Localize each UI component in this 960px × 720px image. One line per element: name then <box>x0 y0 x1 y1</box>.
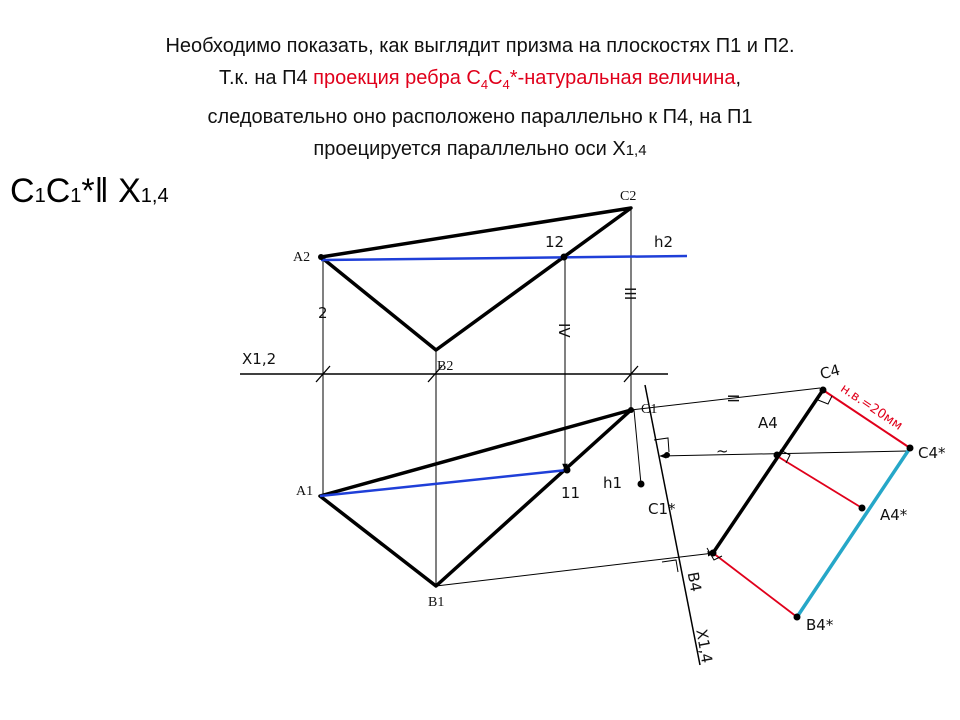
heading-highlight-sub1: 4 <box>480 77 489 92</box>
label-a4star: A4* <box>880 506 908 524</box>
label-c1: C1 <box>641 402 658 417</box>
axis-x14 <box>645 385 700 665</box>
label-11: 11 <box>561 484 581 502</box>
label-3: III <box>621 287 639 301</box>
formula-rest: *ǁ X <box>81 172 141 210</box>
heading-highlight-c: *-натуральная величина <box>509 67 736 89</box>
heading-line-2-end: , <box>735 67 742 89</box>
formula-c1: C <box>10 172 35 210</box>
label-a4: A4 <box>758 414 778 432</box>
label-12: 12 <box>545 233 565 251</box>
right-angle-b1 <box>662 560 678 572</box>
label-b1: B1 <box>428 595 445 610</box>
label-h1: h1 <box>603 474 623 492</box>
heading-highlight-b: С <box>488 67 503 89</box>
point-11 <box>564 467 571 474</box>
label-c1star: C1* <box>648 500 676 518</box>
point-c1star <box>638 481 645 488</box>
point-a4star <box>859 505 866 512</box>
heading-highlight-sub2: 4 <box>502 77 510 92</box>
label-x14: X1,4 <box>692 627 716 665</box>
label-a1: A1 <box>296 484 314 499</box>
heading-line-2-start: Т.к. на П4 <box>218 67 314 89</box>
heading-line-4-sub: 1,4 <box>625 142 647 159</box>
label-nv: н.в.=20мм <box>837 381 906 434</box>
link-c1-c1star <box>634 410 641 484</box>
heading-line-4-text: проецируется параллельно оси Х <box>313 138 626 160</box>
label-4: IV <box>555 323 573 338</box>
point-a2 <box>318 254 324 260</box>
point-c4 <box>820 387 827 394</box>
point-c4star <box>907 445 914 452</box>
heading-line-1: Необходимо показать, как выглядит призма на плоскостях П1 и П2. <box>165 35 795 57</box>
projection-p1 <box>320 410 631 586</box>
formula-sub3: 1,4 <box>140 185 169 207</box>
label-c4: C4 <box>818 360 843 384</box>
label-b4: B4 <box>683 570 705 594</box>
h1-line <box>320 470 567 496</box>
point-b4 <box>710 550 717 557</box>
label-b4star: B4* <box>806 616 834 634</box>
ray-b1-b4 <box>436 553 714 586</box>
formula-sub2: 1 <box>70 185 82 207</box>
point-c1 <box>628 407 634 413</box>
label-2: 2 <box>318 304 328 322</box>
label-tilde: ~ <box>716 442 729 460</box>
label-x12: X1,2 <box>242 350 277 368</box>
label-a2: A2 <box>293 250 311 265</box>
point-a4 <box>774 452 781 459</box>
label-c4star: C4* <box>918 444 946 462</box>
edge-a4-a4star <box>777 456 862 508</box>
label-h2: h2 <box>654 233 674 251</box>
h2-line <box>321 256 687 260</box>
edge-b4-b4star <box>713 553 797 617</box>
label-b2: B2 <box>437 359 454 374</box>
label-marks-c: II <box>724 394 742 403</box>
projection-p2 <box>321 208 631 350</box>
point-b4star <box>794 614 801 621</box>
heading-highlight-a: проекция ребра С <box>313 67 481 89</box>
label-c2: C2 <box>620 189 637 204</box>
point-ray-c4star <box>664 452 670 458</box>
heading-line-3: следовательно оно расположено параллельно к П4, на П1 <box>207 106 753 128</box>
formula-sub1: 1 <box>34 185 46 207</box>
formula-c2: C <box>45 172 71 210</box>
point-12 <box>561 254 568 261</box>
edge-c4star-b4star <box>797 448 910 617</box>
